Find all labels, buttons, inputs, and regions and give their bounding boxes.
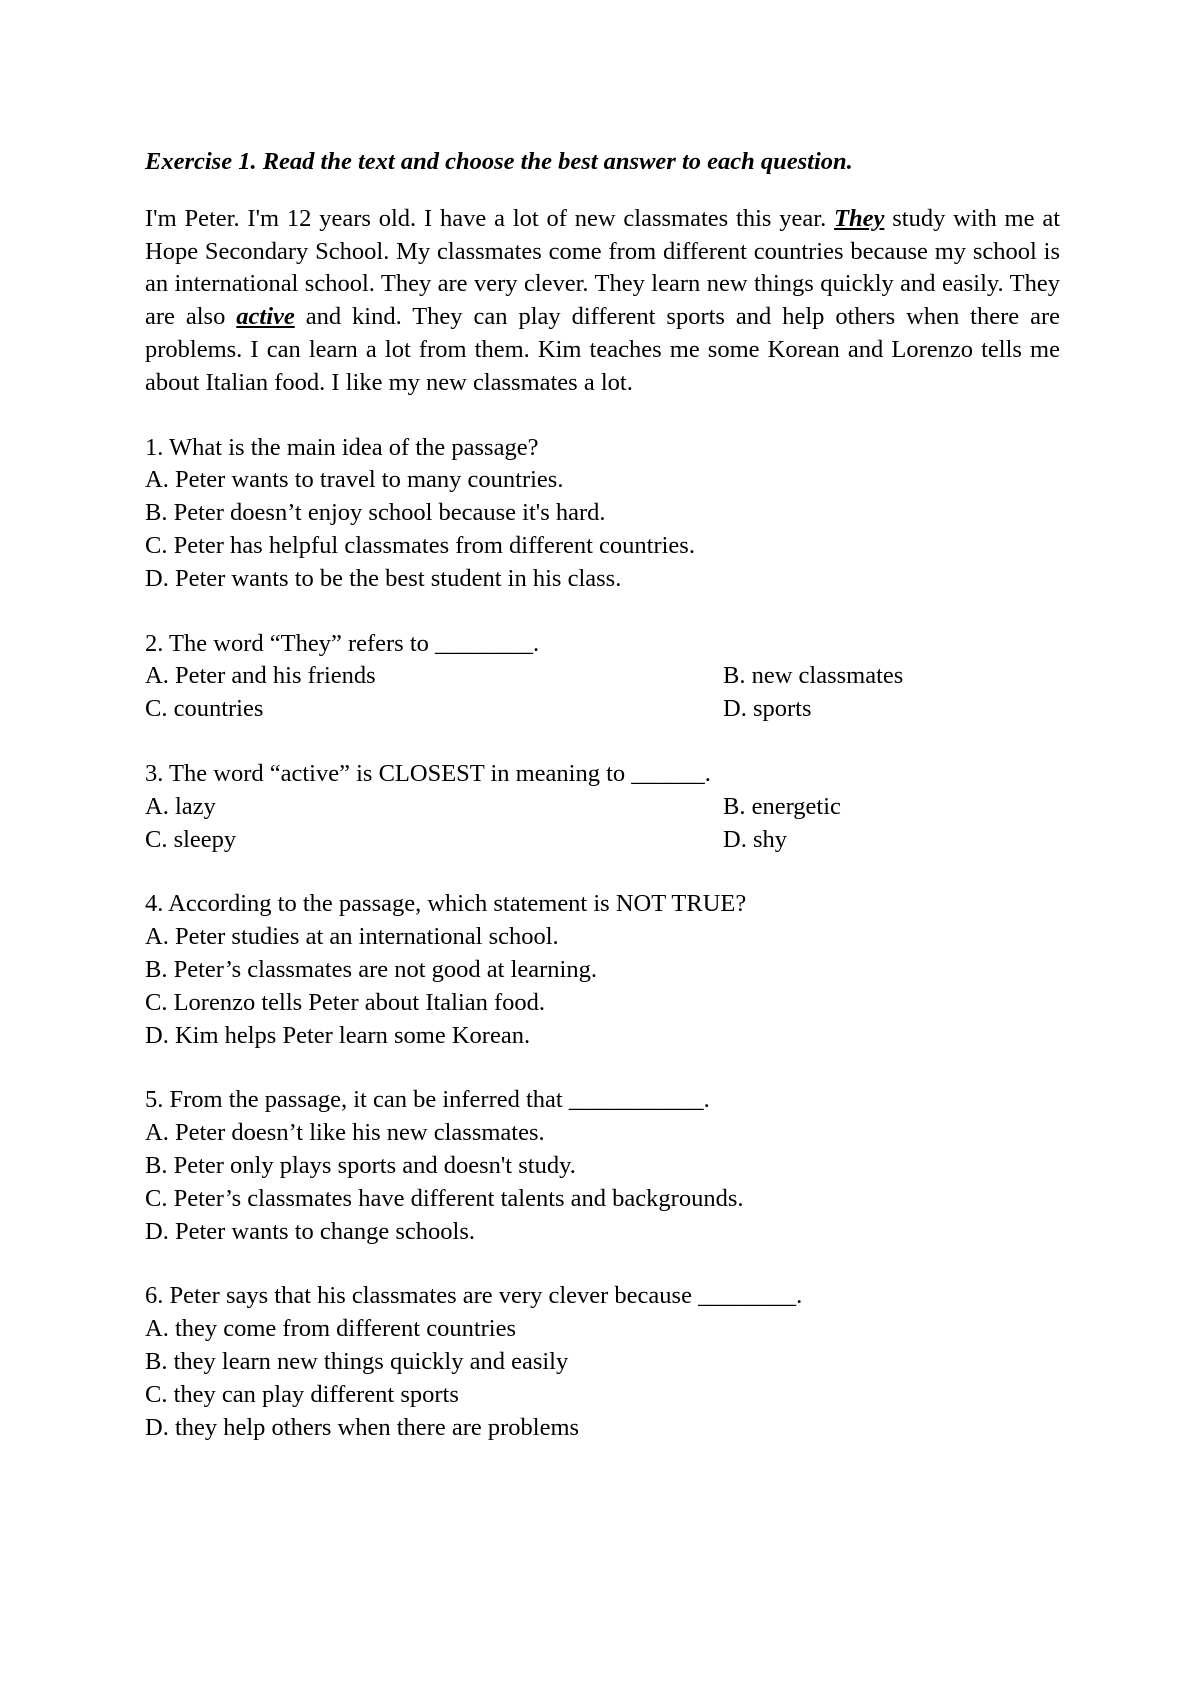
option-d[interactable]: D. shy — [723, 825, 787, 853]
option-d[interactable]: D. Peter wants to be the best student in his class. — [145, 564, 622, 592]
option-c[interactable]: C. countries — [145, 695, 264, 723]
option-b[interactable]: B. energetic — [723, 792, 841, 820]
options-grid — [145, 660, 1060, 726]
option-a[interactable]: A. lazy — [145, 792, 216, 820]
option-a[interactable]: A. Peter studies at an international school. — [145, 923, 559, 951]
keyword-active: active — [236, 303, 295, 331]
question-4 — [145, 888, 1060, 1052]
passage-text-2: study with me at Hope Secondary School. My classmates come from different countries because my school is an international school. They are very clever. They learn new things quickly and easily. They are also — [145, 204, 1061, 331]
passage-text-1: I'm Peter. I'm 12 years old. I have a lot of new classmates this year. — [145, 204, 835, 232]
option-d[interactable]: D. sports — [723, 695, 812, 723]
question-1 — [145, 432, 1060, 596]
option-b[interactable]: B. they learn new things quickly and easily — [145, 1347, 569, 1375]
question-text: 3. The word “active” is CLOSEST in meaning to ______. — [145, 759, 711, 787]
worksheet-page — [145, 146, 1060, 1476]
question-text: 2. The word “They” refers to ________. — [145, 629, 540, 657]
option-c[interactable]: C. they can play different sports — [145, 1380, 459, 1408]
option-d[interactable]: D. Kim helps Peter learn some Korean. — [145, 1021, 531, 1049]
options-grid — [145, 791, 1060, 857]
option-c[interactable]: C. Peter has helpful classmates from different countries. — [145, 531, 695, 559]
option-c[interactable]: C. Peter’s classmates have different talents and backgrounds. — [145, 1184, 744, 1212]
option-b[interactable]: B. Peter only plays sports and doesn't study. — [145, 1151, 576, 1179]
question-text: 5. From the passage, it can be inferred that ___________. — [145, 1086, 710, 1114]
option-b[interactable]: B. Peter’s classmates are not good at learning. — [145, 955, 597, 983]
option-a[interactable]: A. Peter and his friends — [145, 662, 376, 690]
question-6 — [145, 1280, 1060, 1444]
exercise-title: Exercise 1. Read the text and choose the best answer to each question. — [145, 148, 853, 175]
option-d[interactable]: D. they help others when there are problems — [145, 1413, 580, 1441]
option-d[interactable]: D. Peter wants to change schools. — [145, 1217, 475, 1245]
option-c[interactable]: C. Lorenzo tells Peter about Italian food. — [145, 988, 546, 1016]
option-b[interactable]: B. Peter doesn’t enjoy school because it's hard. — [145, 499, 606, 527]
question-text: 6. Peter says that his classmates are very clever because ________. — [145, 1282, 803, 1310]
question-text: 4. According to the passage, which statement is NOT TRUE? — [145, 890, 747, 918]
keyword-they: They — [834, 204, 885, 232]
question-5 — [145, 1084, 1060, 1248]
question-text: 1. What is the main idea of the passage? — [145, 433, 539, 461]
option-a[interactable]: A. they come from different countries — [145, 1315, 517, 1343]
reading-passage — [145, 203, 1060, 400]
question-3 — [145, 758, 1060, 856]
question-2 — [145, 628, 1060, 726]
passage-text-3: and kind. They can play different sports and help others when there are problems. I can learn a lot from them. Kim teaches me some Korean and Lorenzo tells me about Italian food. I like my new classmates a lot. — [145, 303, 1060, 396]
option-c[interactable]: C. sleepy — [145, 825, 237, 853]
option-a[interactable]: A. Peter wants to travel to many countries. — [145, 466, 564, 494]
option-a[interactable]: A. Peter doesn’t like his new classmates. — [145, 1119, 545, 1147]
option-b[interactable]: B. new classmates — [723, 662, 904, 690]
